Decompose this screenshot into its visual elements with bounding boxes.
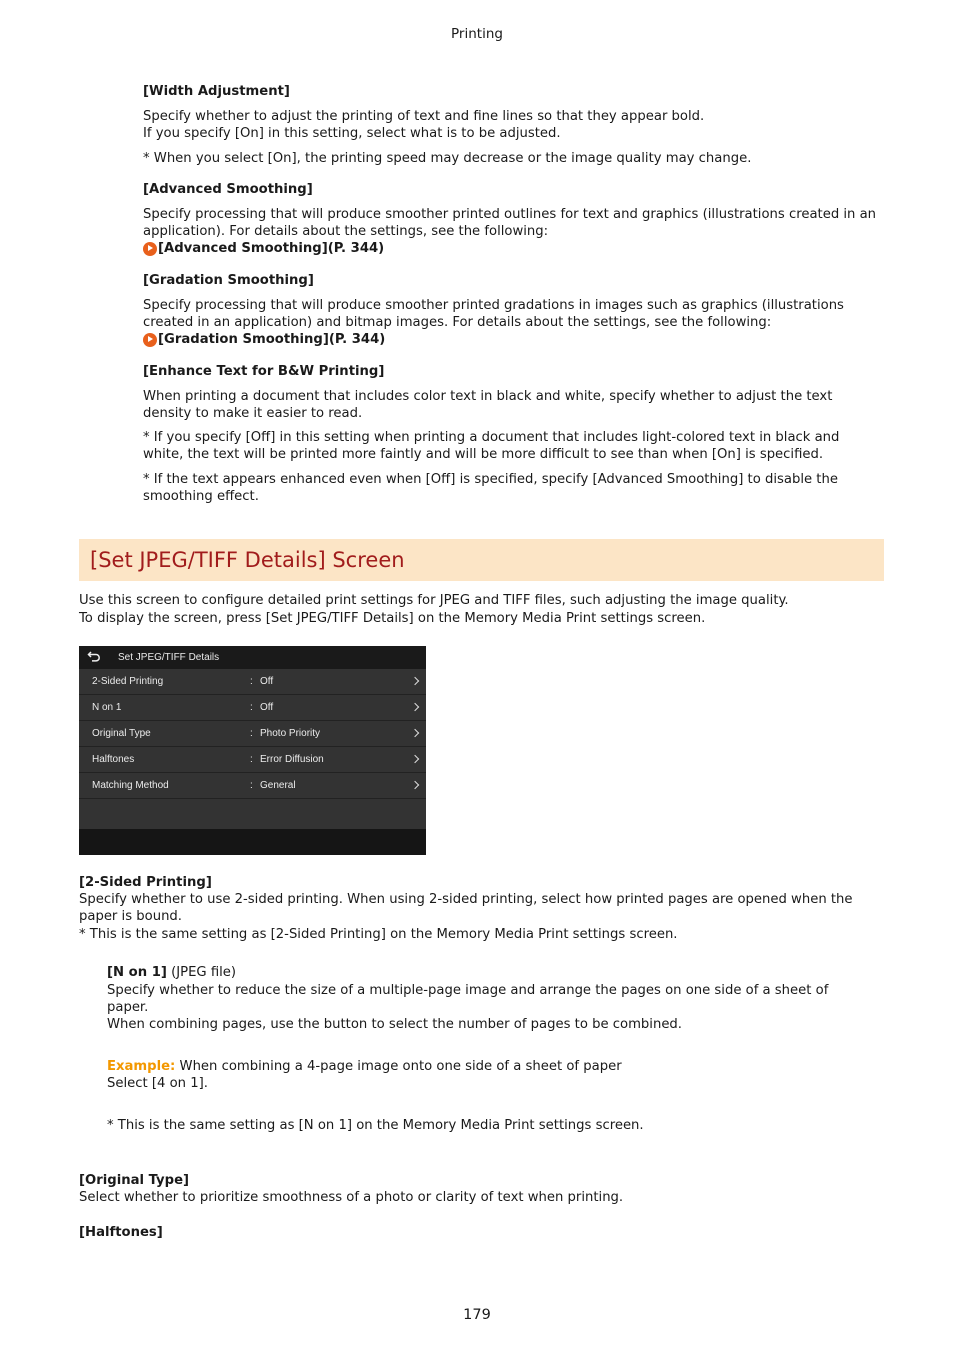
link-arrow-icon [143,242,157,256]
enhance-text-note2: * If the text appears enhanced even when [Off] is specified, specify [Advanced Smoothing] to disable the smoothing effect. [143,472,838,504]
screen-row-value: Photo Priority [260,728,321,739]
width-adjustment-note: * When you select [On], the printing speed may decrease or the image quality may change. [143,151,752,166]
screen-row-label: Halftones [92,754,135,765]
n-on-1-example-line [107,1058,872,1075]
example-label: Example: [107,1059,176,1074]
advanced-smoothing-link-text[interactable]: [Advanced Smoothing](P. 344) [158,241,385,256]
gradation-smoothing-link-text[interactable]: [Gradation Smoothing](P. 344) [158,332,386,347]
advanced-smoothing-link[interactable] [143,240,878,257]
width-adjustment-heading: [Width Adjustment] [143,84,290,99]
chevron-right-icon [411,755,419,763]
screen-empty-row [79,799,426,829]
screen-row-colon: : [250,754,253,765]
section-intro2: To display the screen, press [Set JPEG/TIFF Details] on the Memory Media Print settings screen. [79,611,706,626]
two-sided-heading: [2-Sided Printing] [79,875,212,890]
gradation-smoothing-link[interactable] [143,331,878,348]
screen-row-value: Off [260,676,274,687]
screen-row-colon: : [250,702,253,713]
gradation-smoothing-text: Specify processing that will produce smoother printed gradations in images such as graphics (illustrations created in an application) and bitmap images. For details about the settings, see the following: [143,298,844,330]
screen-row-label: Matching Method [92,780,169,791]
link-arrow-icon [143,333,157,347]
section-title: [Set JPEG/TIFF Details] Screen [90,548,405,572]
two-sided-note: * This is the same setting as [2-Sided Printing] on the Memory Media Print settings screen. [79,927,678,942]
screen-row-label: 2-Sided Printing [92,676,164,687]
page-number: 179 [463,1307,491,1323]
width-adjustment-line1: Specify whether to adjust the printing of text and fine lines so that they appear bold. [143,109,705,124]
n-on-1-heading: [N on 1] [107,965,167,980]
screen-row-colon: : [250,676,253,687]
running-header: Printing [451,26,503,42]
n-on-1-heading-suffix: (JPEG file) [166,965,237,980]
n-on-1-note: * This is the same setting as [N on 1] on the Memory Media Print settings screen. [107,1118,644,1133]
original-type-heading: [Original Type] [79,1173,190,1188]
gradation-smoothing-heading: [Gradation Smoothing] [143,273,314,288]
screen-row-2-sided-printing[interactable] [79,669,426,695]
enhance-text-text: When printing a document that includes color text in black and white, specify whether to adjust the text density to make it easier to read. [143,389,833,421]
back-icon[interactable] [87,650,101,664]
advanced-smoothing-text: Specify processing that will produce smoother printed outlines for text and graphics (illustrations created in an application). For details about the settings, see the following: [143,207,877,239]
screen-row-label: Original Type [92,728,151,739]
device-screen-image [79,646,426,855]
screen-row-matching-method[interactable] [79,773,426,799]
two-sided-text: Specify whether to use 2-sided printing. When using 2-sided printing, select how printed pages are opened when the paper is bound. [79,892,853,924]
width-adjustment-line2: If you specify [On] in this setting, select what is to be adjusted. [143,126,561,141]
screen-row-original-type[interactable] [79,721,426,747]
chevron-right-icon [411,677,419,685]
screen-row-n-on-1[interactable] [79,695,426,721]
advanced-smoothing-heading: [Advanced Smoothing] [143,182,313,197]
enhance-text-heading: [Enhance Text for B&W Printing] [143,364,385,379]
example-text: When combining a 4-page image onto one side of a sheet of paper [175,1059,622,1074]
screen-row-value: Off [260,702,274,713]
screen-row-halftones[interactable] [79,747,426,773]
n-on-1-example-select: Select [4 on 1]. [107,1076,208,1091]
halftones-heading: [Halftones] [79,1225,163,1240]
n-on-1-text1: Specify whether to reduce the size of a multiple-page image and arrange the pages on one side of a sheet of paper. [107,983,829,1015]
chevron-right-icon [411,781,419,789]
chevron-right-icon [411,729,419,737]
enhance-text-note1: * If you specify [Off] in this setting when printing a document that includes light-colored text in black and white, the text will be printed more faintly and will be more difficult to see than when [On] is specified. [143,430,840,462]
chevron-right-icon [411,703,419,711]
screen-title: Set JPEG/TIFF Details [118,652,220,663]
original-type-text: Select whether to prioritize smoothness of a photo or clarity of text when printing. [79,1190,624,1205]
screen-row-colon: : [250,728,253,739]
n-on-1-heading-line [107,964,872,981]
screen-row-label: N on 1 [92,702,122,713]
screen-row-value: Error Diffusion [260,754,324,765]
screen-bottom-bar [79,829,426,855]
section-intro1: Use this screen to configure detailed print settings for JPEG and TIFF files, such adjusting the image quality. [79,593,789,608]
screen-title-bar [79,646,426,669]
n-on-1-text2: When combining pages, use the button to select the number of pages to be combined. [107,1017,682,1032]
screen-row-colon: : [250,780,253,791]
section-header [79,539,884,581]
screen-row-value: General [260,780,296,791]
